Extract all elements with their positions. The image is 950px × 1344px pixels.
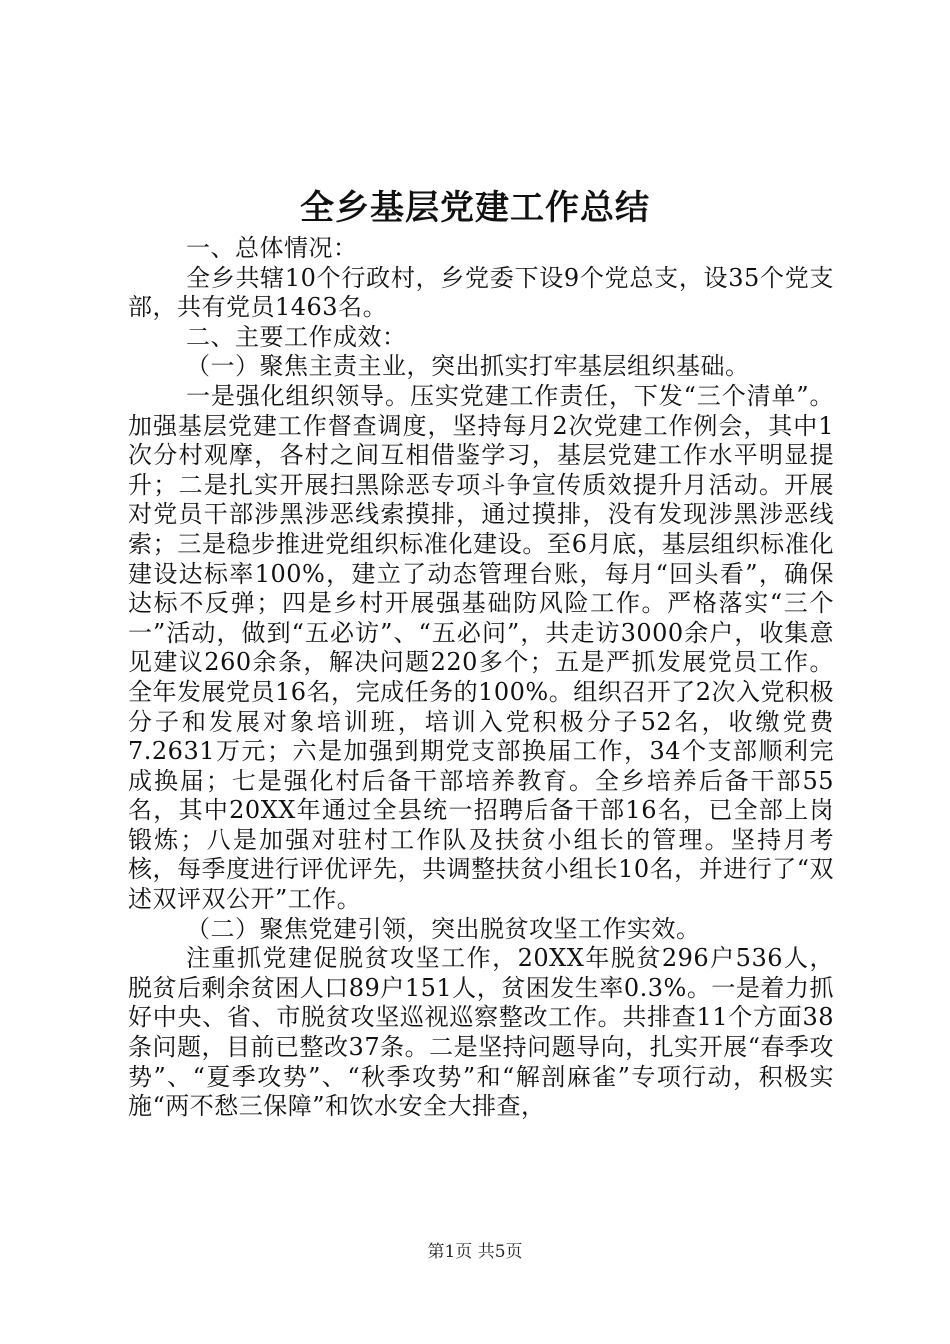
paragraph-subsection-2: 注重抓党建促脱贫攻坚工作，20XX年脱贫296户536人，脱贫后剩余贫困人口89户151人，贫困发生率0.3%。一是着力抓好中央、省、市脱贫攻坚巡视巡察整改工作。共排查11个方面38条问题，目前已整改37条。二是坚持问题导向，扎实开展“春季攻势”、“夏季攻势”、“秋季攻势”和“解剖麻雀”专项行动，积极实施“两不愁三保障”和饮水安全大排查， — [128, 944, 834, 1121]
section-heading-overview: 一、总体情况： — [186, 234, 358, 262]
paragraph-overview: 全乡共辖10个行政村，乡党委下设9个党总支，设35个党支部，共有党员1463名。 — [128, 263, 834, 322]
subsection-heading-2: （二）聚焦党建引领，突出脱贫攻坚工作实效。 — [186, 914, 701, 943]
subsection-heading-1: （一）聚焦主责主业，突出抓实打牢基层组织基础。 — [186, 352, 750, 381]
document-body — [128, 234, 834, 1122]
page-number-footer: 第1页 共5页 — [427, 1242, 523, 1262]
document-title: 全乡基层党建工作总结 — [300, 188, 650, 228]
paragraph-subsection-1: 一是强化组织领导。压实党建工作责任，下发“三个清单”。加强基层党建工作督查调度，坚持每月2次党建工作例会，其中1次分村观摩，各村之间互相借鉴学习，基层党建工作水平明显提升；二是扎实开展扫黑除恶专项斗争宣传质效提升月活动。开展对党员干部涉黑涉恶线索摸排，通过摸排，没有发现涉黑涉恶线索；三是稳步推进党组织标准化建设。至6月底，基层组织标准化建设达标率100%，建立了动态管理台账，每月“回头看”，确保达标不反弹；四是乡村开展强基础防风险工作。严格落实“三个一”活动，做到“五必访”、“五必问”，共走访3000余户，收集意见建议260余条，解决问题220多个；五是严抓发展党员工作。全年发展党员16名，完成任务的100%。组织召开了2次入党积极分子和发展对象培训班，培训入党积极分子52名，收缴党费7.2631万元；六是加强到期党支部换届工作，34个支部顺利完成换届；七是强化村后备干部培养教育。全乡培养后备干部55名，其中20XX年通过全县统一招聘后备干部16名，已全部上岗锻炼；八是加强对驻村工作队及扶贫小组长的管理。坚持月考核，每季度进行评优评先，共调整扶贫小组长10名，并进行了“双述双评双公开”工作。 — [128, 381, 834, 914]
section-heading-achievements: 二、主要工作成效： — [186, 322, 407, 351]
